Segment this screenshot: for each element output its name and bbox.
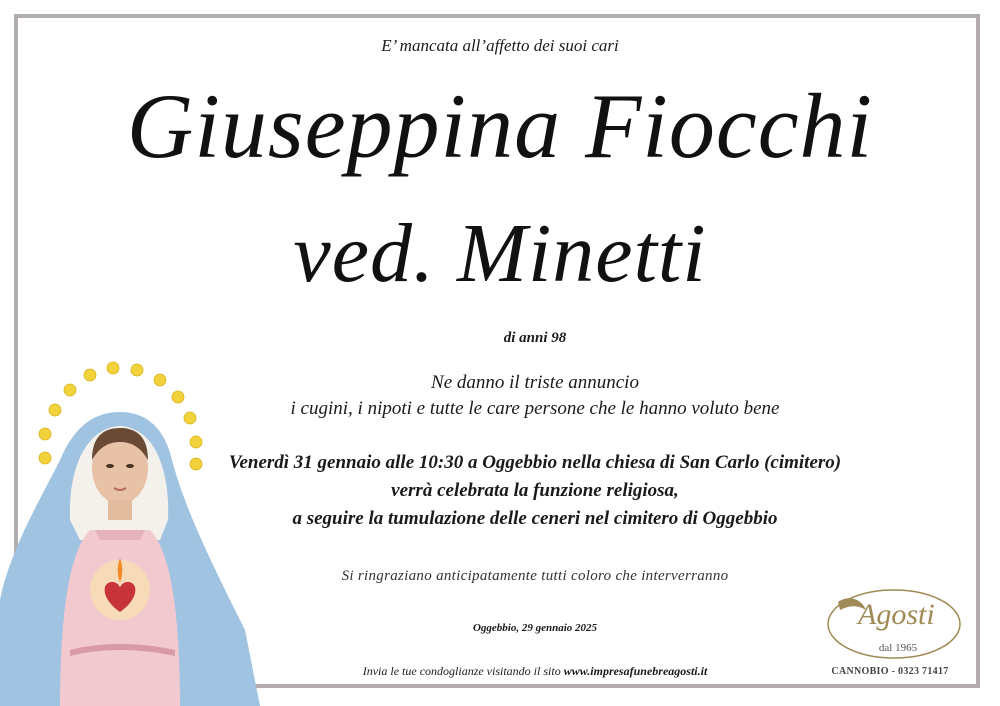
funeral-line-2: verrà celebrata la funzione religiosa, [391, 480, 679, 501]
place-date: Oggebbio, 29 gennaio 2025 [472, 622, 598, 634]
thanks-text: Si ringraziano anticipatamente tutti coloro che interverranno [341, 568, 729, 584]
condolence-prefix: Invia le tue condoglianze visitando il sito [362, 664, 564, 678]
intro-text: E’ mancata all’affetto dei suoi cari [381, 36, 619, 55]
deceased-married-name: ved. Minetti [293, 207, 707, 300]
deceased-age: di anni 98 [503, 330, 567, 346]
announcement-line-2: i cugini, i nipoti e tutte le care persone che le hanno voluto bene [290, 398, 780, 419]
deceased-name: Giuseppina Fiocchi [126, 75, 874, 177]
logo-contact: CANNOBIO - 0323 71417 [831, 666, 949, 677]
madonna-image [0, 350, 260, 706]
funeral-line-3: a seguire la tumulazione delle ceneri nel cimitero di Oggebbio [292, 508, 778, 529]
logo-since: dal 1965 [878, 642, 918, 654]
logo-brand: Agosti [858, 598, 935, 631]
condolence-website-link[interactable]: www.impresafunebreagosti.it [563, 664, 708, 678]
funeral-line-1: Venerdì 31 gennaio alle 10:30 a Oggebbio nella chiesa di San Carlo (cimitero) [228, 452, 842, 473]
announcement-line-1: Ne danno il triste annuncio [431, 372, 639, 393]
